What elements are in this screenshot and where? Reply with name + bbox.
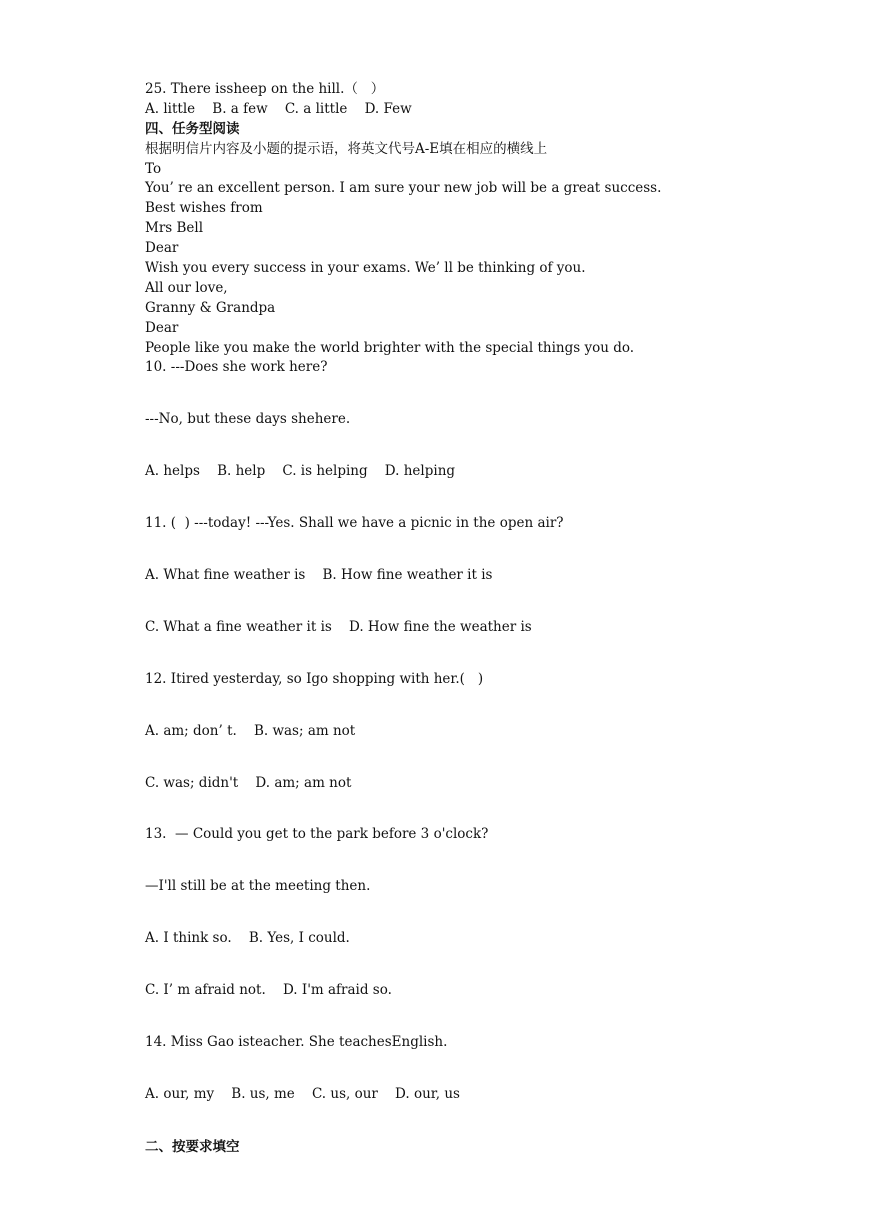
postcard-greeting: Dear <box>145 319 179 336</box>
question-25-stem: 25. There issheep on the hill.（ ） <box>145 81 385 97</box>
question-13-reply: —I'll still be at the meeting then. <box>145 878 371 895</box>
question-11-stem: 11. ( ) ---today! ---Yes. Shall we have a picnic in the open air? <box>145 515 564 532</box>
postcard-body: Wish you every success in your exams. We’ ll be thinking of you. <box>145 260 586 277</box>
question-10-line-2: ---No, but these days shehere. <box>145 411 351 428</box>
question-10-line-1: 10. ---Does she work here? <box>145 359 328 376</box>
question-11-options-1: A. What fine weather is B. How fine weather it is <box>145 567 493 584</box>
document-page <box>145 80 845 1158</box>
question-11-options-2: C. What a fine weather it is D. How fine the weather is <box>145 618 532 635</box>
question-12-options-1: A. am; don’ t. B. was; am not <box>145 722 356 739</box>
postcard-sender: Granny & Grandpa <box>145 299 276 316</box>
question-10-options: A. helps B. help C. is helping D. helping <box>145 463 456 480</box>
section-4-instruction: 根据明信片内容及小题的提示语，将英文代号A-E填在相应的横线上 <box>145 140 548 157</box>
question-12-options-2: C. was; didn't D. am; am not <box>145 774 352 791</box>
postcard-body: You’ re an excellent person. I am sure your new job will be a great success. <box>145 180 662 197</box>
postcard-greeting: Dear <box>145 240 179 257</box>
postcard-1 <box>145 160 845 240</box>
question-14-options: A. our, my B. us, me C. us, our D. our, us <box>145 1085 460 1102</box>
postcard-body: People like you make the world brighter with the special things you do. <box>145 339 635 356</box>
question-25-options: A. little B. a few C. a little D. Few <box>145 100 412 117</box>
postcard-closing: Best wishes from <box>145 200 263 217</box>
postcard-closing: All our love, <box>145 279 228 296</box>
postcard-greeting: To <box>145 160 162 177</box>
postcard-2 <box>145 239 845 319</box>
question-14-stem: 14. Miss Gao isteacher. She teachesEnglish. <box>145 1034 448 1051</box>
question-13-stem: 13. — Could you get to the park before 3 o'clock? <box>145 826 489 843</box>
section-4-title: 四、任务型阅读 <box>145 120 240 137</box>
question-12-stem: 12. Itired yesterday, so Igo shopping with her.( ) <box>145 670 484 687</box>
postcard-sender: Mrs Bell <box>145 220 204 237</box>
section-2-title: 二、按要求填空 <box>145 1138 240 1155</box>
question-13-options-2: C. I’ m afraid not. D. I'm afraid so. <box>145 982 392 999</box>
question-13-options-1: A. I think so. B. Yes, I could. <box>145 930 350 947</box>
postcard-3 <box>145 319 845 359</box>
